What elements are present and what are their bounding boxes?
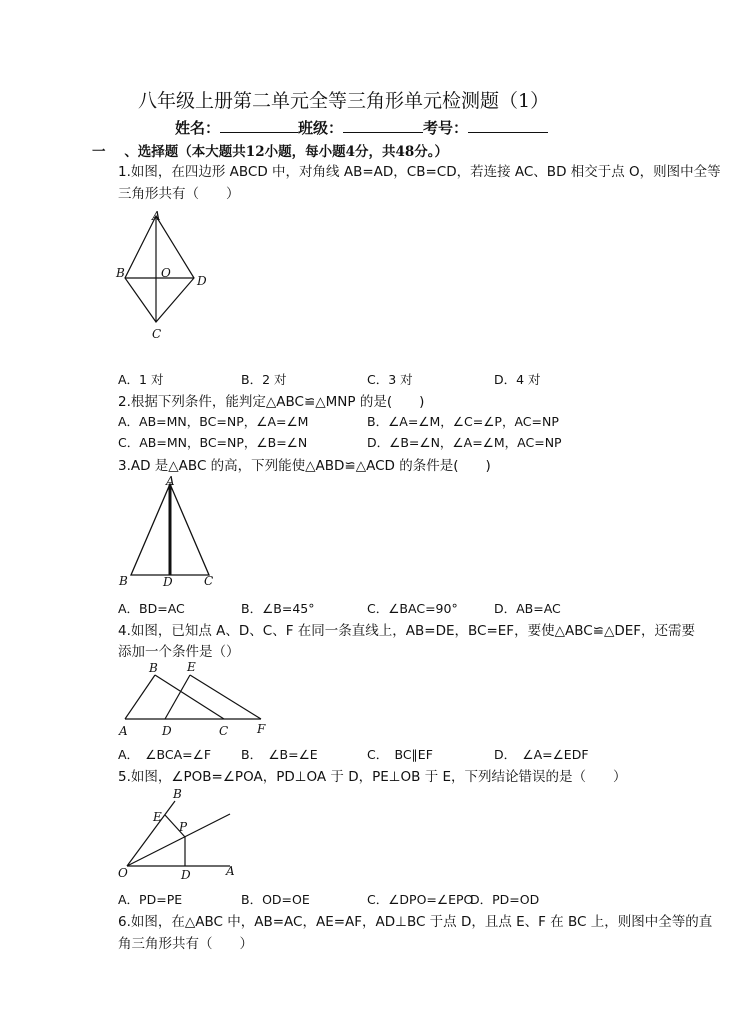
q1-label-d: D <box>197 274 207 288</box>
q6-stem-cont: 角三角形共有（ ） <box>118 936 253 952</box>
q1-stem-cont: 三角形共有（ ） <box>118 186 240 202</box>
exam-no-label: 考号： <box>423 119 469 137</box>
q3-option-d[interactable]: D．AB=AC <box>494 601 561 616</box>
q3-figure <box>115 474 225 590</box>
q5-figure <box>115 785 245 880</box>
name-blank[interactable] <box>220 118 298 133</box>
q2-option-d[interactable]: D．∠B=∠N，∠A=∠M，AC=NP <box>367 435 562 450</box>
q4-label-d: D <box>162 724 172 738</box>
q3-option-c[interactable]: C．∠BAC=90° <box>367 601 458 616</box>
q3-option-a[interactable]: A．BD=AC <box>118 601 185 616</box>
q1-option-c[interactable]: C．3 对 <box>367 372 413 387</box>
q4-option-b[interactable]: B． ∠B=∠E <box>241 747 318 762</box>
q4-label-b: B <box>149 661 158 675</box>
q4-label-e: E <box>187 660 196 674</box>
q4-option-d[interactable]: D． ∠A=∠EDF <box>494 747 589 762</box>
q4-label-a: A <box>119 724 128 738</box>
exam-no-blank[interactable] <box>468 118 548 133</box>
q5-option-c[interactable]: C．∠DPO=∠EPO <box>367 892 474 907</box>
q5-option-d[interactable]: D．PD=OD <box>470 892 540 907</box>
q3-label-d: D <box>163 575 173 589</box>
q1-label-b: B <box>116 266 125 280</box>
q5-stem: 5.如图，∠POB=∠POA，PD⊥OA 于 D，PE⊥OB 于 E，下列结论错误的是（ ） <box>118 769 627 785</box>
q4-stem-cont: 添加一个条件是（） <box>118 644 240 660</box>
q1-label-a: A <box>152 209 161 223</box>
page-title: 八年级上册第二单元全等三角形单元检测题（1） <box>138 90 550 112</box>
q1-label-o: O <box>161 266 171 280</box>
q1-figure <box>110 208 220 353</box>
q3-label-c: C <box>204 574 214 588</box>
student-info-line <box>175 117 548 138</box>
q4-option-c[interactable]: C． BC∥EF <box>367 747 433 762</box>
q4-figure <box>115 660 275 740</box>
q5-label-b: B <box>173 787 182 801</box>
section-title: 、选择题（本大题共12小题，每小题4分，共48分。） <box>124 144 449 160</box>
class-label: 班级： <box>298 119 344 137</box>
section-prefix: 一 <box>92 144 106 160</box>
q5-option-a[interactable]: A．PD=PE <box>118 892 183 907</box>
q4-label-c: C <box>219 724 229 738</box>
q3-option-b[interactable]: B．∠B=45° <box>241 601 315 616</box>
q5-label-a: A <box>226 864 235 878</box>
q2-stem: 2.根据下列条件，能判定△ABC≌△MNP 的是( ) <box>118 394 425 410</box>
q3-label-a: A <box>166 474 175 488</box>
q5-label-e: E <box>153 810 162 824</box>
q2-option-a[interactable]: A．AB=MN，BC=NP，∠A=∠M <box>118 414 309 429</box>
q6-stem: 6.如图，在△ABC 中，AB=AC，AE=AF，AD⊥BC 于点 D，且点 E、F 在 BC 上，则图中全等的直 <box>118 914 713 930</box>
name-label: 姓名： <box>175 119 221 137</box>
q2-option-b[interactable]: B．∠A=∠M，∠C=∠P，AC=NP <box>367 414 559 429</box>
q5-option-b[interactable]: B．OD=OE <box>241 892 310 907</box>
q4-label-f: F <box>257 722 266 736</box>
q5-label-d: D <box>181 868 191 882</box>
q3-label-b: B <box>119 574 128 588</box>
q1-option-b[interactable]: B．2 对 <box>241 372 287 387</box>
q4-stem: 4.如图，已知点 A、D、C、F 在同一条直线上，AB=DE，BC=EF，要使△ABC≌△DEF，还需要 <box>118 623 696 639</box>
q5-label-o: O <box>118 866 128 880</box>
q2-option-c[interactable]: C．AB=MN，BC=NP，∠B=∠N <box>118 435 308 450</box>
q1-option-d[interactable]: D．4 对 <box>494 372 541 387</box>
class-blank[interactable] <box>343 118 423 133</box>
q1-stem: 1.如图，在四边形 ABCD 中，对角线 AB=AD，CB=CD，若连接 AC、BD 相交于点 O，则图中全等 <box>118 164 721 180</box>
q1-option-a[interactable]: A．1 对 <box>118 372 164 387</box>
q1-label-c: C <box>152 327 162 341</box>
q4-option-a[interactable]: A． ∠BCA=∠F <box>118 747 212 762</box>
q3-stem: 3.AD 是△ABC 的高，下列能使△ABD≌△ACD 的条件是( ) <box>118 458 491 474</box>
section-heading <box>92 140 448 160</box>
q5-label-p: P <box>179 820 188 834</box>
